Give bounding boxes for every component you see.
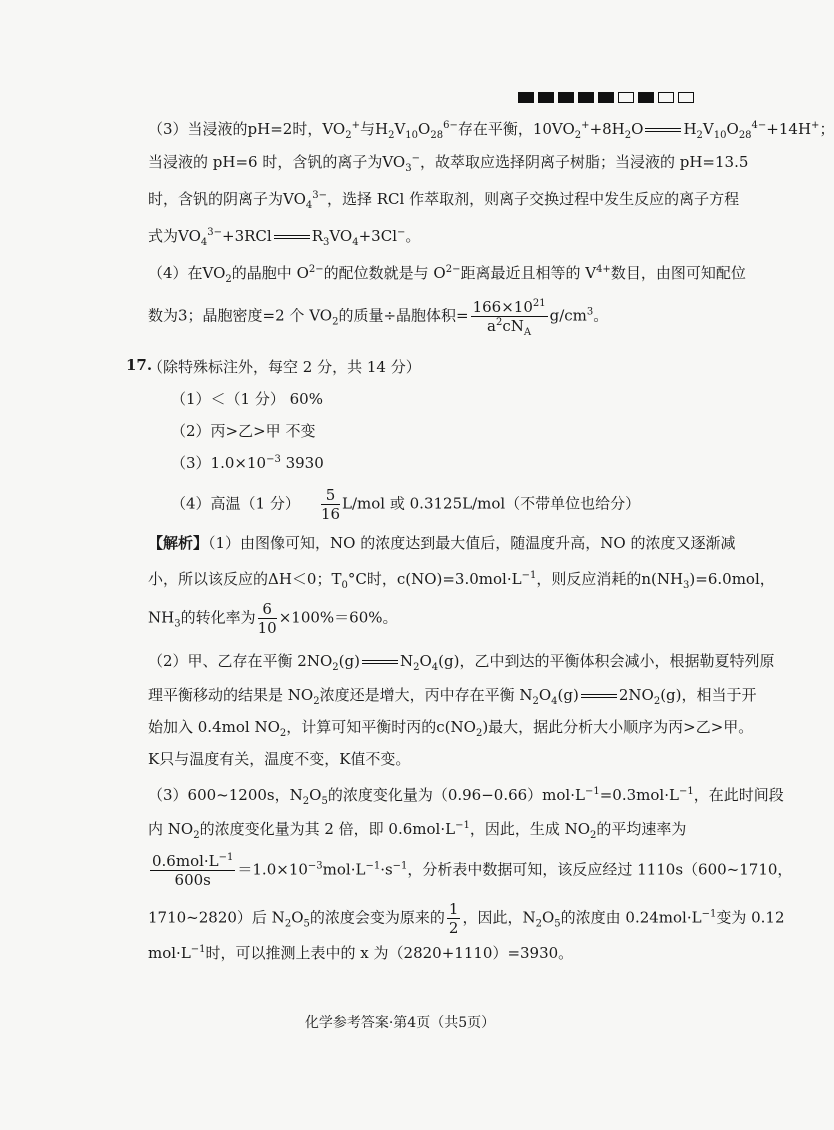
section3-line3: 时，含钒的阴离子为$VO_4^{3-}$，选择 RCl 作萃取剂，则离子交换过程中发生反应的离子方程 (148, 190, 740, 211)
analysis-label: 【解析】 (148, 534, 209, 552)
section3-line4: 式为$VO_4^{3-}+3RCl$ $R_3VO_4+3Cl^-$。 (148, 227, 421, 248)
marker-square (618, 92, 634, 103)
marker-square (658, 92, 674, 103)
analysis-p2-line4: K只与温度有关，温度不变，K值不变。 (148, 750, 411, 768)
answer-3: $(3)1.0\times 10^{-3}$ 3930 (171, 454, 324, 472)
analysis-p2-line3: 始加入 0.4mol $NO_2$，计算可知平衡时丙的$c(NO_2)$最大，据此分析大小顺序为丙>乙>甲。 (148, 718, 754, 739)
half-fraction: $\frac{1}{2}$ (448, 900, 459, 937)
equilibrium-arrow (645, 126, 681, 134)
marker-square (518, 92, 534, 103)
conversion-fraction: $\frac{6}{10}$ (257, 600, 277, 637)
analysis-p2-line2: 理平衡移动的结果是 $NO_2$浓度还是增大，丙中存在平衡 $N_2O_4(g)$ $2NO_2(g)$，相当于开 (148, 686, 757, 707)
section3-line1: （3）当浸液的pH=2时，$VO_2^+$与$H_2V_{10}O_{28}^{6-}$存在平衡，$10VO_2^++8H_2O$ $H_2V_{10}O_{28}^{4-}+14H^+$； (148, 120, 834, 141)
analysis-p3-line2: 内 $NO_2$的浓度变化量为其 2 倍，即 $0.6mol\cdot L^{-1}$，因此，生成 $NO_2$的平均速率为 (148, 820, 687, 841)
equilibrium-arrow (581, 692, 617, 700)
answer-1: （1）＜（1 分） 60% (171, 390, 323, 408)
marker-square (678, 92, 694, 103)
analysis-p3-line4: 1710~2820）后 $N_2O_5$的浓度会变为原来的 $\frac{1}{2}$ ，因此，$N_2O_5$的浓度由 $0.24mol\cdot L^{-1}$变为 0.12 (148, 900, 785, 937)
analysis-p1-line2: 小，所以该反应的ΔH＜0；$T_0^\circ C$时，$c(NO)=3.0mol\cdot L^{-1}$，则反应消耗的$n(NH_3)=6.0mol$， (148, 570, 775, 591)
analysis-p1-line3: $NH_3$的转化率为 $\frac{6}{10}$ ×100%＝60%。 (148, 600, 398, 637)
marker-square (538, 92, 554, 103)
analysis-p3-line3: $\frac{0.6mol\cdot L^{-1}}{600s}$ $=1.0\times 10^{-3}mol\cdot L^{-1}\cdot s^{-1}$，分析表中数据可知，该反应经过 1110s（600~1710， (152, 852, 793, 889)
equilibrium-arrow (362, 658, 398, 666)
analysis-p2-line1: （2）甲、乙存在平衡 $2NO_2(g)$ $N_2O_4(g)$，乙中到达的平衡体积会减小，根据勒夏特列原 (148, 652, 775, 673)
answer-4: （4）高温（1 分） $\frac{5}{16}$ L/mol 或 0.3125L/mol（不带单位也给分） (171, 486, 641, 523)
marker-square (638, 92, 654, 103)
section3-line2: 当浸液的 pH=6 时，含钒的离子为$VO_3^-$，故萃取应选择阴离子树脂；当浸液的 pH=13.5 (148, 153, 749, 174)
density-fraction: $\frac{166\times 10^{21}}{a^2cN_A}$ (472, 298, 546, 338)
reaction-arrow (274, 233, 310, 241)
analysis-p1-line1: 【解析】（1）由图像可知，NO 的浓度达到最大值后，随温度升高，NO 的浓度又逐渐减 (148, 534, 736, 552)
page-footer: 化学参考答案·第4页（共5页） (304, 1015, 496, 1031)
question-number: 17. (126, 356, 153, 374)
analysis-p3-line5: $mol\cdot L^{-1}$时，可以推测上表中的 x 为（2820+1110）=3930。 (148, 944, 574, 962)
answer-2: （2）丙>乙>甲 不变 (171, 422, 316, 440)
rate-fraction: $\frac{0.6mol\cdot L^{-1}}{600s}$ (152, 852, 234, 889)
marker-square (598, 92, 614, 103)
marker-square (558, 92, 574, 103)
section4-line2: 数为3；晶胞密度=2 个 $VO_2$的质量÷晶胞体积= $\frac{166\times 10^{21}}{a^2cN_A}$ $g/cm^3$。 (148, 298, 609, 338)
answer-4-fraction: $\frac{5}{16}$ (320, 486, 341, 523)
analysis-p3-line1: （3）600~1200s，$N_2O_5$的浓度变化量为$(0.96-0.66)mol\cdot L^{-1}=0.3mol\cdot L^{-1}$，在此时间段 (148, 786, 784, 807)
section-marker-squares (518, 92, 694, 103)
question-heading: （除特殊标注外，每空 2 分，共 14 分） (148, 358, 421, 376)
marker-square (578, 92, 594, 103)
section4-line1: （4）在$VO_2$的晶胞中 $O^{2-}$的配位数就是与 $O^{2-}$距离最近且相等的 $V^{4+}$数目，由图可知配位 (148, 264, 746, 285)
